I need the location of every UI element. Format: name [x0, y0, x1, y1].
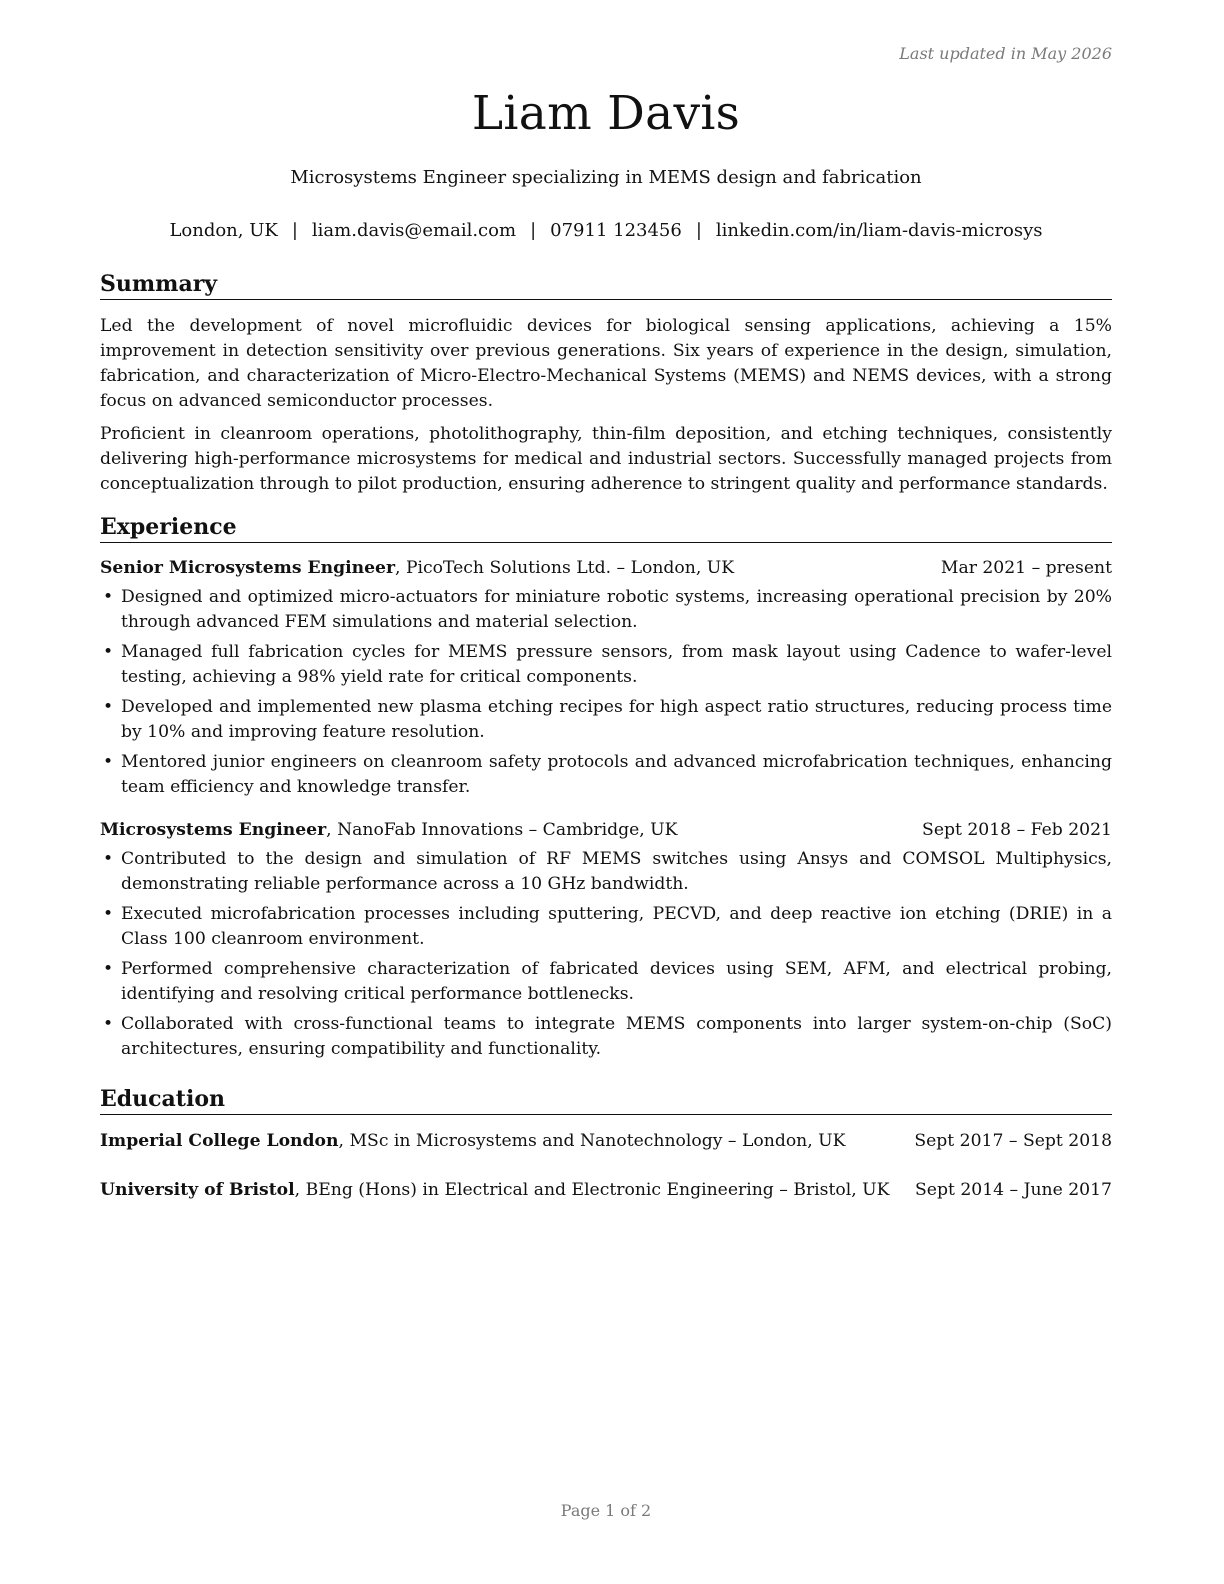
summary-section	[100, 270, 1112, 497]
bullet-icon: •	[103, 642, 114, 662]
bullet-text: Developed and implemented new plasma etching recipes for high aspect ratio structures, reducing process time by 10% and improving feature resolution.	[121, 697, 1112, 742]
job-dates: Mar 2021 – present	[940, 558, 1112, 578]
bullet-text: Executed microfabrication processes including sputtering, PECVD, and deep reactive ion etching (DRIE) in a Class 100 cleanroom environment.	[121, 904, 1112, 949]
experience-section	[100, 513, 1112, 1067]
resume-page	[100, 0, 1112, 1584]
education-entry	[100, 1129, 1112, 1154]
bullet-icon: •	[103, 587, 114, 607]
contact-linkedin[interactable]: linkedin.com/in/liam-davis-microsys	[715, 220, 1043, 241]
education-degree: , BEng (Hons) in Electrical and Electronic Engineering – Bristol, UK	[294, 1180, 890, 1200]
job-bullets	[100, 847, 1112, 1062]
job-dates: Sept 2018 – Feb 2021	[922, 820, 1112, 840]
page-number: Page 1 of 2	[560, 1501, 652, 1520]
section-title-experience: Experience	[100, 513, 1112, 543]
section-title-education: Education	[100, 1085, 1112, 1115]
contact-separator: |	[291, 220, 298, 241]
education-entry	[100, 1178, 1112, 1203]
contact-separator: |	[695, 220, 702, 241]
contact-location: London, UK	[169, 220, 278, 241]
bullet-text: Mentored junior engineers on cleanroom safety protocols and advanced microfabrication techniques, enhancing team efficiency and knowledge transfer.	[121, 752, 1112, 797]
job-entry	[100, 818, 1112, 1062]
last-updated-note: Last updated in May 2026	[899, 44, 1112, 63]
summary-paragraph: Proficient in cleanroom operations, photolithography, thin-film deposition, and etching techniques, consistently delivering high-performance microsystems for medical and industrial sectors. Successfully managed projects from conceptualization through to pilot production, ensuring adherence to stringent quality and performance standards.	[100, 424, 1112, 494]
job-role: Senior Microsystems Engineer	[100, 558, 396, 578]
job-header	[100, 818, 1112, 843]
bullet-icon: •	[103, 697, 114, 717]
job-header	[100, 556, 1112, 581]
bullet-text: Performed comprehensive characterization of fabricated devices using SEM, AFM, and electrical probing, identifying and resolving critical performance bottlenecks.	[121, 959, 1112, 1004]
contact-email[interactable]: liam.davis@email.com	[311, 220, 517, 241]
list-item	[100, 585, 1112, 635]
job-role: Microsystems Engineer	[100, 820, 327, 840]
education-dates: Sept 2014 – June 2017	[915, 1180, 1112, 1200]
list-item	[100, 695, 1112, 745]
job-bullets	[100, 585, 1112, 800]
bullet-icon: •	[103, 752, 114, 772]
bullet-text: Designed and optimized micro-actuators for miniature robotic systems, increasing operational precision by 20% through advanced FEM simulations and material selection.	[121, 587, 1112, 632]
list-item	[100, 957, 1112, 1007]
bullet-icon: •	[103, 959, 114, 979]
list-item	[100, 902, 1112, 952]
list-item	[100, 640, 1112, 690]
job-company: , NanoFab Innovations – Cambridge, UK	[326, 820, 678, 840]
education-school: University of Bristol	[100, 1180, 295, 1200]
contact-line	[100, 220, 1112, 241]
education-school: Imperial College London	[100, 1131, 339, 1151]
bullet-icon: •	[103, 1014, 114, 1034]
job-company: , PicoTech Solutions Ltd. – London, UK	[395, 558, 735, 578]
contact-separator: |	[530, 220, 537, 241]
candidate-headline: Microsystems Engineer specializing in MEMS design and fabrication	[290, 167, 922, 188]
contact-phone[interactable]: 07911 123456	[550, 220, 682, 241]
bullet-icon: •	[103, 849, 114, 869]
list-item	[100, 1012, 1112, 1062]
education-dates: Sept 2017 – Sept 2018	[914, 1131, 1112, 1151]
education-degree: , MSc in Microsystems and Nanotechnology – London, UK	[338, 1131, 846, 1151]
bullet-text: Collaborated with cross-functional teams to integrate MEMS components into larger system-on-chip (SoC) architectures, ensuring compatibility and functionality.	[121, 1014, 1112, 1059]
bullet-text: Managed full fabrication cycles for MEMS pressure sensors, from mask layout using Cadence to wafer-level testing, achieving a 98% yield rate for critical components.	[121, 642, 1112, 687]
list-item	[100, 750, 1112, 800]
job-entry	[100, 556, 1112, 800]
list-item	[100, 847, 1112, 897]
education-section	[100, 1085, 1112, 1203]
bullet-icon: •	[103, 904, 114, 924]
summary-paragraph: Led the development of novel microfluidic devices for biological sensing applications, achieving a 15% improvement in detection sensitivity over previous generations. Six years of experience in the design, simulation, fabrication, and characterization of Micro-Electro-Mechanical Systems (MEMS) and NEMS devices, with a strong focus on advanced semiconductor processes.	[100, 316, 1112, 411]
section-title-summary: Summary	[100, 270, 1112, 300]
bullet-text: Contributed to the design and simulation of RF MEMS switches using Ansys and COMSOL Multiphysics, demonstrating reliable performance across a 10 GHz bandwidth.	[121, 849, 1112, 894]
candidate-name: Liam Davis	[471, 86, 741, 141]
